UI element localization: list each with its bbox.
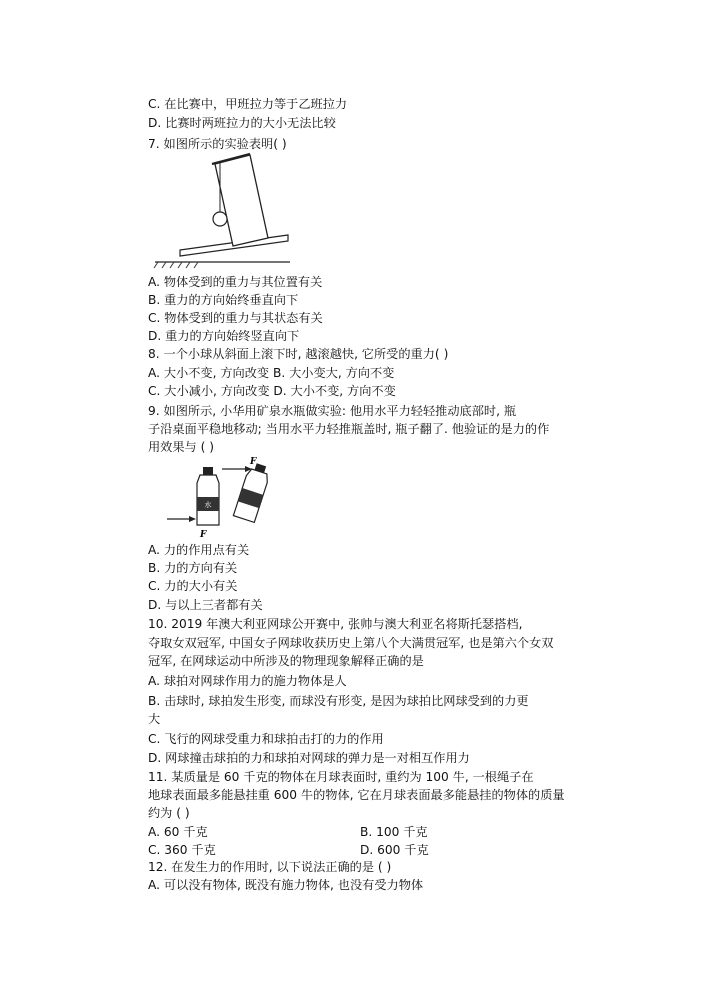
q9-option-b: B. 力的方向有关: [148, 561, 238, 575]
q10-option-b: B. 击球时, 球拍发生形变, 而球没有形变, 是因为球拍比网球受到的力更: [148, 694, 529, 708]
line-d: D. 比赛时两班拉力的大小无法比较: [148, 116, 336, 130]
q8-options-ab: A. 大小不变, 方向改变 B. 大小变大, 方向不变: [148, 366, 395, 380]
line-c: C. 在比赛中，甲班拉力等于乙班拉力: [148, 97, 348, 111]
force-label-top: F: [250, 457, 257, 467]
q8-options-cd: C. 大小减小, 方向改变 D. 大小不变, 方向不变: [148, 384, 396, 398]
q11-stem-2: 地球表面最多能悬挂重 600 牛的物体, 它在月球表面最多能悬挂的物体的质量: [148, 788, 565, 802]
svg-text:水: 水: [204, 501, 212, 509]
q7-option-a: A. 物体受到的重力与其位置有关: [148, 275, 323, 289]
q9-stem-1: 9. 如图所示, 小华用矿泉水瓶做实验: 他用水平力轻轻推动底部时, 瓶: [148, 404, 517, 418]
q10-option-a: A. 球拍对网球作用力的施力物体是人: [148, 674, 347, 688]
q12-option-a: A. 可以没有物体, 既没有施力物体, 也没有受力物体: [148, 878, 424, 892]
q7-option-d: D. 重力的方向始终竖直向下: [148, 329, 300, 343]
q11-option-d: D. 600 千克: [360, 843, 429, 857]
q10-stem-2: 夺取女双冠军, 中国女子网球收获历史上第八个大满贯冠军, 也是第六个女双: [148, 636, 554, 650]
q10-option-c: C. 飞行的网球受重力和球拍击打的力的作用: [148, 732, 384, 746]
q7-stem: 7. 如图所示的实验表明( ): [148, 137, 287, 151]
q11-stem-3: 约为 ( ): [148, 806, 190, 820]
q9-stem-2: 子沿桌面平稳地移动; 当用水平力轻推瓶盖时, 瓶子翻了. 他验证的是力的作: [148, 422, 550, 436]
q7-figure: [150, 150, 295, 270]
q8-stem: 8. 一个小球从斜面上滚下时, 越滚越快, 它所受的重力( ): [148, 347, 449, 361]
q11-stem-1: 11. 某质量是 60 千克的物体在月球表面时, 重约为 100 牛, 一根绳子在: [148, 770, 534, 784]
q11-option-a: A. 60 千克: [148, 825, 208, 839]
q10-stem-3: 冠军, 在网球运动中所涉及的物理现象解释正确的是: [148, 654, 424, 668]
q9-option-d: D. 与以上三者都有关: [148, 598, 263, 612]
q9-figure: [162, 455, 282, 540]
q11-option-b: B. 100 千克: [360, 825, 428, 839]
q10-stem-1: 10. 2019 年澳大利亚网球公开赛中, 张帅与澳大利亚名将斯托瑟搭档,: [148, 617, 523, 631]
q7-option-c: C. 物体受到的重力与其状态有关: [148, 311, 323, 325]
force-label-bottom: F: [200, 530, 207, 540]
q9-option-c: C. 力的大小有关: [148, 579, 238, 593]
q9-stem-3: 用效果与 ( ): [148, 440, 215, 454]
q10-option-b-cont: 大: [148, 712, 161, 726]
q9-option-a: A. 力的作用点有关: [148, 543, 250, 557]
q7-option-b: B. 重力的方向始终垂直向下: [148, 293, 299, 307]
q12-stem: 12. 在发生力的作用时, 以下说法正确的是 ( ): [148, 860, 392, 874]
q10-option-d: D. 网球撞击球拍的力和球拍对网球的弹力是一对相互作用力: [148, 751, 470, 765]
q11-option-c: C. 360 千克: [148, 843, 216, 857]
